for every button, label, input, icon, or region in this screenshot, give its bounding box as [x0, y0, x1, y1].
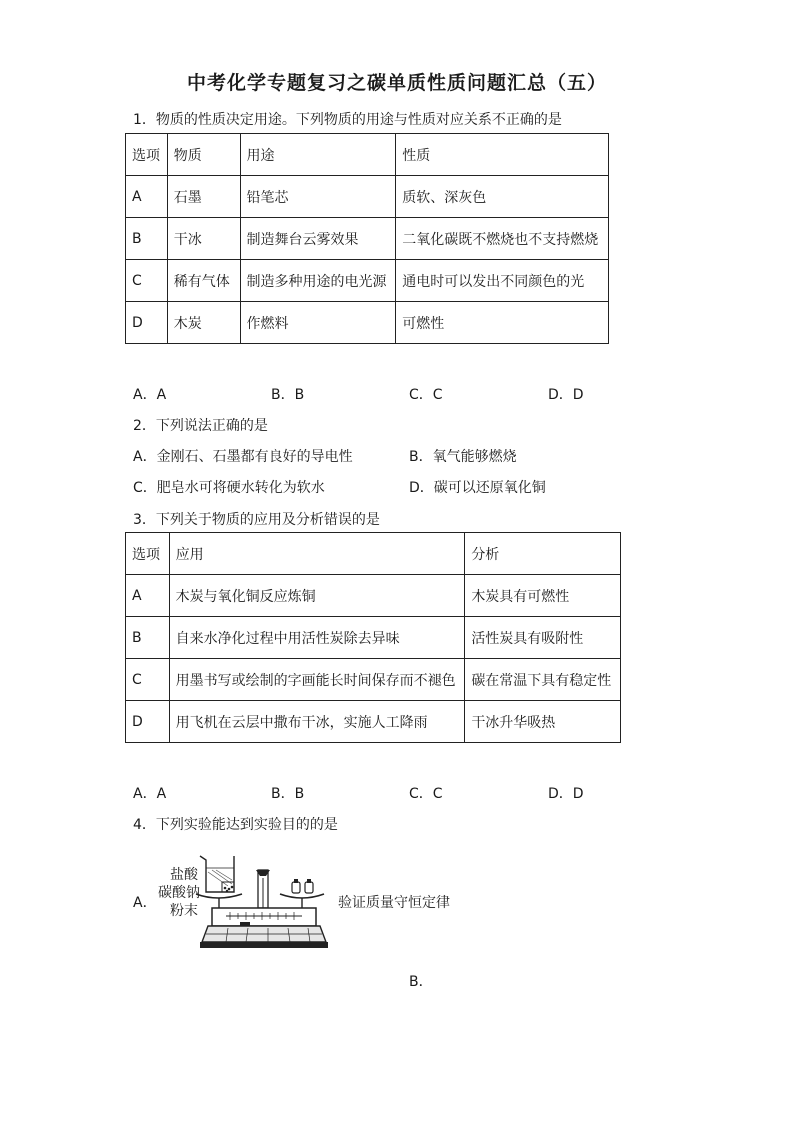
header-cell: 选项 [126, 533, 170, 575]
label-hydrochloric-acid: 盐酸 [170, 867, 198, 883]
option-c[interactable]: C．C [409, 387, 443, 403]
page-title: 中考化学专题复习之碳单质性质问题汇总（五） [186, 72, 607, 94]
header-cell: 性质 [396, 134, 609, 176]
option-a[interactable]: A．A [133, 786, 167, 802]
table-cell: 制造舞台云雾效果 [240, 218, 396, 260]
weights-icon [292, 879, 313, 893]
table-cell: 木炭具有可燃性 [465, 575, 621, 617]
question-1-table [125, 133, 609, 344]
option-a-prefix[interactable]: A． [133, 895, 157, 911]
table-header-row [126, 533, 621, 575]
table-row [126, 218, 609, 260]
table-cell: 自来水净化过程中用活性炭除去异味 [169, 617, 465, 659]
question-1-stem: 1．物质的性质决定用途。下列物质的用途与性质对应关系不正确的是 [133, 112, 562, 128]
question-3-stem: 3．下列关于物质的应用及分析错误的是 [133, 512, 380, 528]
option-b[interactable]: B．B [271, 786, 305, 802]
table-cell: D [126, 701, 170, 743]
table-cell: 质软、深灰色 [396, 176, 609, 218]
table-cell: A [126, 575, 170, 617]
table-row [126, 617, 621, 659]
table-cell: C [126, 659, 170, 701]
table-cell: 制造多种用途的电光源 [240, 260, 396, 302]
table-cell: D [126, 302, 168, 344]
header-cell: 选项 [126, 134, 168, 176]
table-header-row [126, 134, 609, 176]
option-a[interactable]: A．A [133, 387, 167, 403]
powder-tube-icon [222, 882, 234, 892]
question-4-stem: 4．下列实验能达到实验目的的是 [133, 817, 338, 833]
label-powder: 粉末 [170, 903, 198, 919]
table-cell: 稀有气体 [167, 260, 240, 302]
option-d[interactable]: D．D [548, 387, 584, 403]
option-c[interactable]: C．肥皂水可将硬水转化为软水 [133, 480, 325, 496]
header-cell: 物质 [167, 134, 240, 176]
option-b[interactable]: B．B [271, 387, 305, 403]
table-cell: B [126, 617, 170, 659]
option-b-prefix[interactable]: B． [409, 974, 433, 990]
table-cell: 用飞机在云层中撒布干冰，实施人工降雨 [169, 701, 465, 743]
option-a[interactable]: A．金刚石、石墨都有良好的导电性 [133, 449, 353, 465]
label-sodium-carbonate: 碳酸钠 [158, 885, 200, 901]
table-cell: 铅笔芯 [240, 176, 396, 218]
table-row [126, 260, 609, 302]
table-cell: 碳在常温下具有稳定性 [465, 659, 621, 701]
option-d[interactable]: D．碳可以还原氧化铜 [409, 480, 546, 496]
table-cell: B [126, 218, 168, 260]
beaker-icon [200, 856, 234, 892]
table-cell: C [126, 260, 168, 302]
table-cell: 石墨 [167, 176, 240, 218]
header-cell: 分析 [465, 533, 621, 575]
header-cell: 应用 [169, 533, 465, 575]
question-2-stem: 2．下列说法正确的是 [133, 418, 268, 434]
table-cell: 干冰 [167, 218, 240, 260]
table-row [126, 302, 609, 344]
table-cell: 用墨书写或绘制的字画能长时间保存而不褪色 [169, 659, 465, 701]
option-a-caption: 验证质量守恒定律 [338, 895, 450, 911]
table-cell: 可燃性 [396, 302, 609, 344]
option-d[interactable]: D．D [548, 786, 584, 802]
header-cell: 用途 [240, 134, 396, 176]
question-3-table [125, 532, 621, 743]
table-cell: 木炭 [167, 302, 240, 344]
table-cell: 二氧化碳既不燃烧也不支持燃烧 [396, 218, 609, 260]
option-c[interactable]: C．C [409, 786, 443, 802]
option-b[interactable]: B．氧气能够燃烧 [409, 449, 517, 465]
table-cell: 作燃料 [240, 302, 396, 344]
table-cell: 木炭与氧化铜反应炼铜 [169, 575, 465, 617]
table-cell: A [126, 176, 168, 218]
table-row [126, 575, 621, 617]
table-row [126, 659, 621, 701]
table-cell: 活性炭具有吸附性 [465, 617, 621, 659]
table-cell: 干冰升华吸热 [465, 701, 621, 743]
balance-scale-diagram [168, 848, 328, 950]
table-row [126, 176, 609, 218]
table-cell: 通电时可以发出不同颜色的光 [396, 260, 609, 302]
table-row [126, 701, 621, 743]
